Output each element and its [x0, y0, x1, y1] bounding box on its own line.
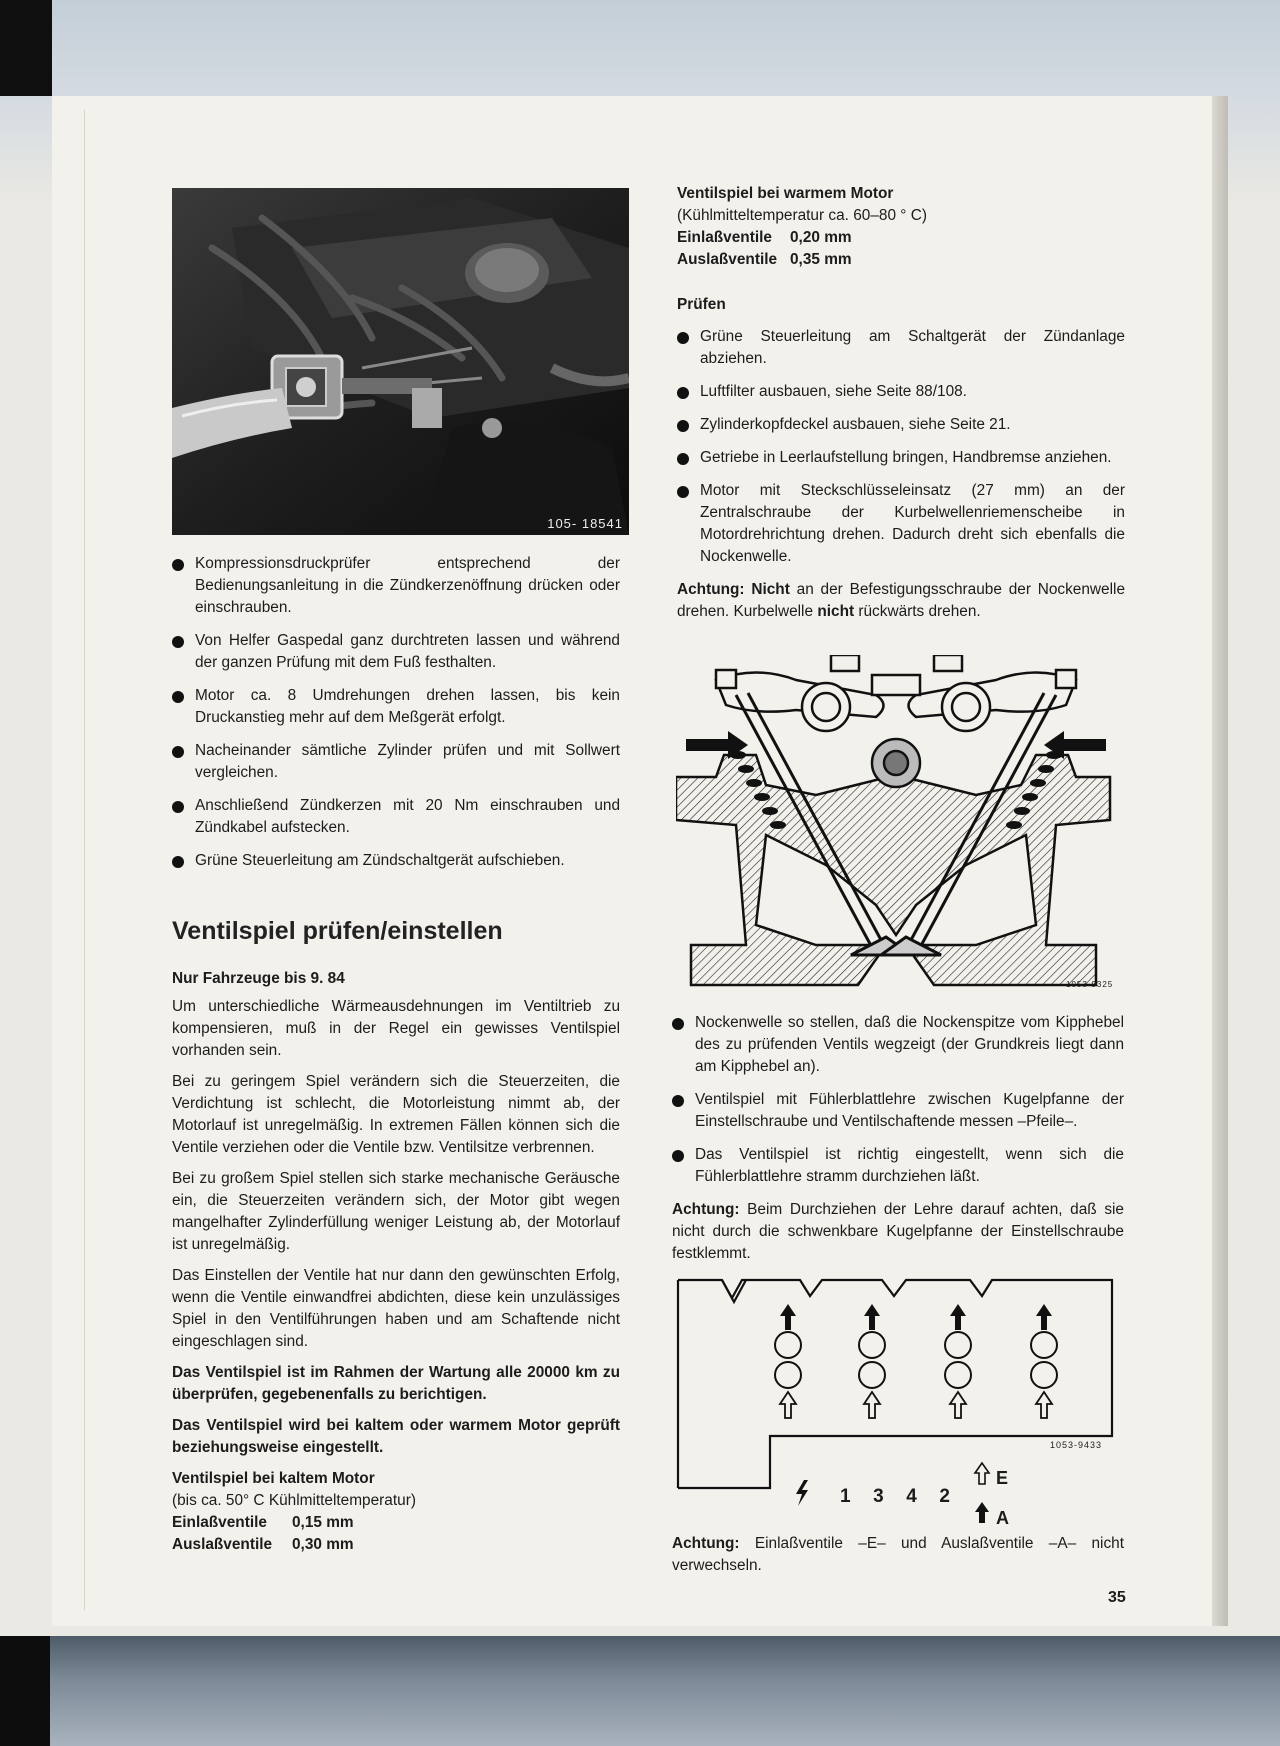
scan-corner — [0, 0, 52, 96]
warm-spec-block — [677, 183, 1125, 271]
list-item: Von Helfer Gaspedal ganz durchtreten lassen und während der ganzen Prüfung mit dem Fuß festhalten. — [172, 630, 620, 674]
warm-spec-heading: Ventilspiel bei warmem Motor — [677, 185, 894, 202]
cylinder-head-diagram — [676, 655, 1116, 995]
cold-spec-note: (bis ca. 50° C Kühlmitteltemperatur) — [172, 1492, 416, 1509]
warm-spec-note: (Kühlmitteltemperatur ca. 60–80 ° C) — [677, 207, 927, 224]
spec-value: 0,15 mm — [292, 1514, 354, 1531]
achtung-text: Einlaßventile –E– und Auslaßventile –A– nicht verwechseln. — [672, 1535, 1124, 1574]
valve-layout-diagram — [672, 1268, 1122, 1538]
page-fold — [84, 110, 85, 1610]
section-subtitle: Nur Fahrzeuge bis 9. 84 — [172, 970, 345, 987]
page-edge — [1212, 96, 1228, 1626]
cold-exhaust-row — [172, 1534, 620, 1556]
paragraph: Bei zu großem Spiel stellen sich starke mechanische Geräusche ein, die Steuerzeiten verändern sich, der Motor gibt wegen mangelhafter Zylinderfüllung weniger Leistung ab, der Motorlauf ist unregelmäßig. — [172, 1170, 620, 1253]
section-title: Ventilspiel prüfen/einstellen — [172, 917, 503, 945]
pruefen-block — [677, 294, 1125, 632]
achtung-text: an der Befestigungsschraube der Nockenwelle drehen. Kurbelwelle — [677, 581, 1126, 620]
spec-label: Auslaßventile — [172, 1536, 273, 1553]
cold-spec-heading: Ventilspiel bei kaltem Motor — [172, 1470, 375, 1487]
list-item: Motor mit Steckschlüsseleinsatz (27 mm) an der Zentralschraube der Kurbelwellenriemenscheibe in Motordrehrichtung drehen. Dadurch dreht sich ebenfalls die Nockenwelle. — [677, 480, 1125, 568]
paragraph: Um unterschiedliche Wärmeausdehnungen im Ventiltrieb zu kompensieren, muß in der Regel ein gewisses Ventilspiel vorhanden sein. — [172, 998, 620, 1059]
photo-label: 105- 18541 — [547, 516, 623, 531]
achtung-note — [672, 1199, 1124, 1265]
legend-intake: E — [996, 1468, 1009, 1488]
pruefen-heading: Prüfen — [677, 296, 726, 313]
paragraph: Bei zu geringem Spiel verändern sich die Steuerzeiten, die Verdichtung ist schlecht, die Motorleistung nimmt ab, der Motorlauf ist unregelmäßig. In extremen Fällen können sich die Ventile verziehen oder die Ventile bzw. Ventilsitze verbrennen. — [172, 1073, 620, 1156]
left-bullet-list — [172, 553, 620, 883]
list-item: Anschließend Zündkerzen mit 20 Nm einschrauben und Zündkabel aufstecken. — [172, 795, 620, 839]
achtung-text: Beim Durchziehen der Lehre darauf achten, daß sie nicht durch die schwenkbare Kugelpfanne der Einstellschraube festklemmt. — [672, 1201, 1124, 1262]
achtung-note — [672, 1533, 1124, 1577]
spec-value: 0,30 mm — [292, 1536, 354, 1553]
firing-order: 1 3 4 2 — [840, 1486, 954, 1507]
list-item: Ventilspiel mit Fühlerblattlehre zwischen Kugelpfanne der Einstellschraube und Ventilschaftende messen –Pfeile–. — [672, 1089, 1124, 1133]
engine-photo — [172, 188, 629, 535]
list-item: Motor ca. 8 Umdrehungen drehen lassen, bis kein Druckanstieg mehr auf dem Meßgerät erfolgt. — [172, 685, 620, 729]
bold-paragraph: Das Ventilspiel ist im Rahmen der Wartung alle 20000 km zu überprüfen, gegebenenfalls zu berichtigen. — [172, 1364, 620, 1403]
achtung-label: Achtung: — [672, 1535, 740, 1552]
list-item: Nacheinander sämtliche Zylinder prüfen und mit Sollwert vergleichen. — [172, 740, 620, 784]
paragraph: Das Einstellen der Ventile hat nur dann den gewünschten Erfolg, wenn die Ventile einwandfrei abdichten, diese kein unzulässiges Spiel in den Ventilführungen haben und am Schaftende nicht eingeschlagen sind. — [172, 1267, 620, 1350]
list-item: Nockenwelle so stellen, daß die Nockenspitze vom Kipphebel des zu prüfenden Ventils wegzeigt (der Grundkreis liegt dann am Kipphebel an). — [672, 1012, 1124, 1078]
achtung-label: Achtung: — [672, 1201, 740, 1218]
spec-value: 0,20 mm — [790, 229, 852, 246]
warm-intake-row — [677, 227, 1125, 249]
achtung-text: rückwärts drehen. — [858, 603, 981, 620]
diagram-label: 1053-9325 — [1066, 980, 1114, 989]
cold-intake-row — [172, 1512, 620, 1534]
list-item: Getriebe in Leerlaufstellung bringen, Handbremse anziehen. — [677, 447, 1125, 469]
list-item: Zylinderkopfdeckel ausbauen, siehe Seite 21. — [677, 414, 1125, 436]
legend-exhaust: A — [996, 1508, 1009, 1528]
list-item: Kompressionsdruckprüfer entsprechend der Bedienungsanleitung in die Zündkerzenöffnung drücken oder einschrauben. — [172, 553, 620, 619]
lightning-icon — [796, 1480, 808, 1506]
bold-paragraph: Das Ventilspiel wird bei kaltem oder warmem Motor geprüft beziehungsweise eingestellt. — [172, 1417, 620, 1456]
section-body — [172, 968, 620, 1556]
list-item: Grüne Steuerleitung am Schaltgerät der Zündanlage abziehen. — [677, 326, 1125, 370]
achtung-final — [672, 1533, 1124, 1586]
spec-label: Einlaßventile — [172, 1514, 267, 1531]
spec-value: 0,35 mm — [790, 251, 852, 268]
achtung-note — [677, 579, 1125, 623]
achtung-emphasis: nicht — [817, 603, 855, 620]
background-band — [0, 1636, 1280, 1746]
scan-corner — [0, 1636, 50, 1746]
achtung-emphasis: Nicht — [751, 581, 790, 598]
diagram-label: 1053-9433 — [1050, 1440, 1103, 1450]
spec-label: Auslaßventile — [677, 251, 778, 268]
spec-label: Einlaßventile — [677, 229, 772, 246]
list-item: Luftfilter ausbauen, siehe Seite 88/108. — [677, 381, 1125, 403]
right-bullet-list — [672, 1012, 1124, 1274]
warm-exhaust-row — [677, 249, 1125, 271]
page-number: 35 — [1108, 1589, 1126, 1606]
list-item: Das Ventilspiel ist richtig eingestellt, wenn sich die Fühlerblattlehre stramm durchziehen läßt. — [672, 1144, 1124, 1188]
achtung-label: Achtung: — [677, 581, 745, 598]
list-item: Grüne Steuerleitung am Zündschaltgerät aufschieben. — [172, 850, 620, 872]
